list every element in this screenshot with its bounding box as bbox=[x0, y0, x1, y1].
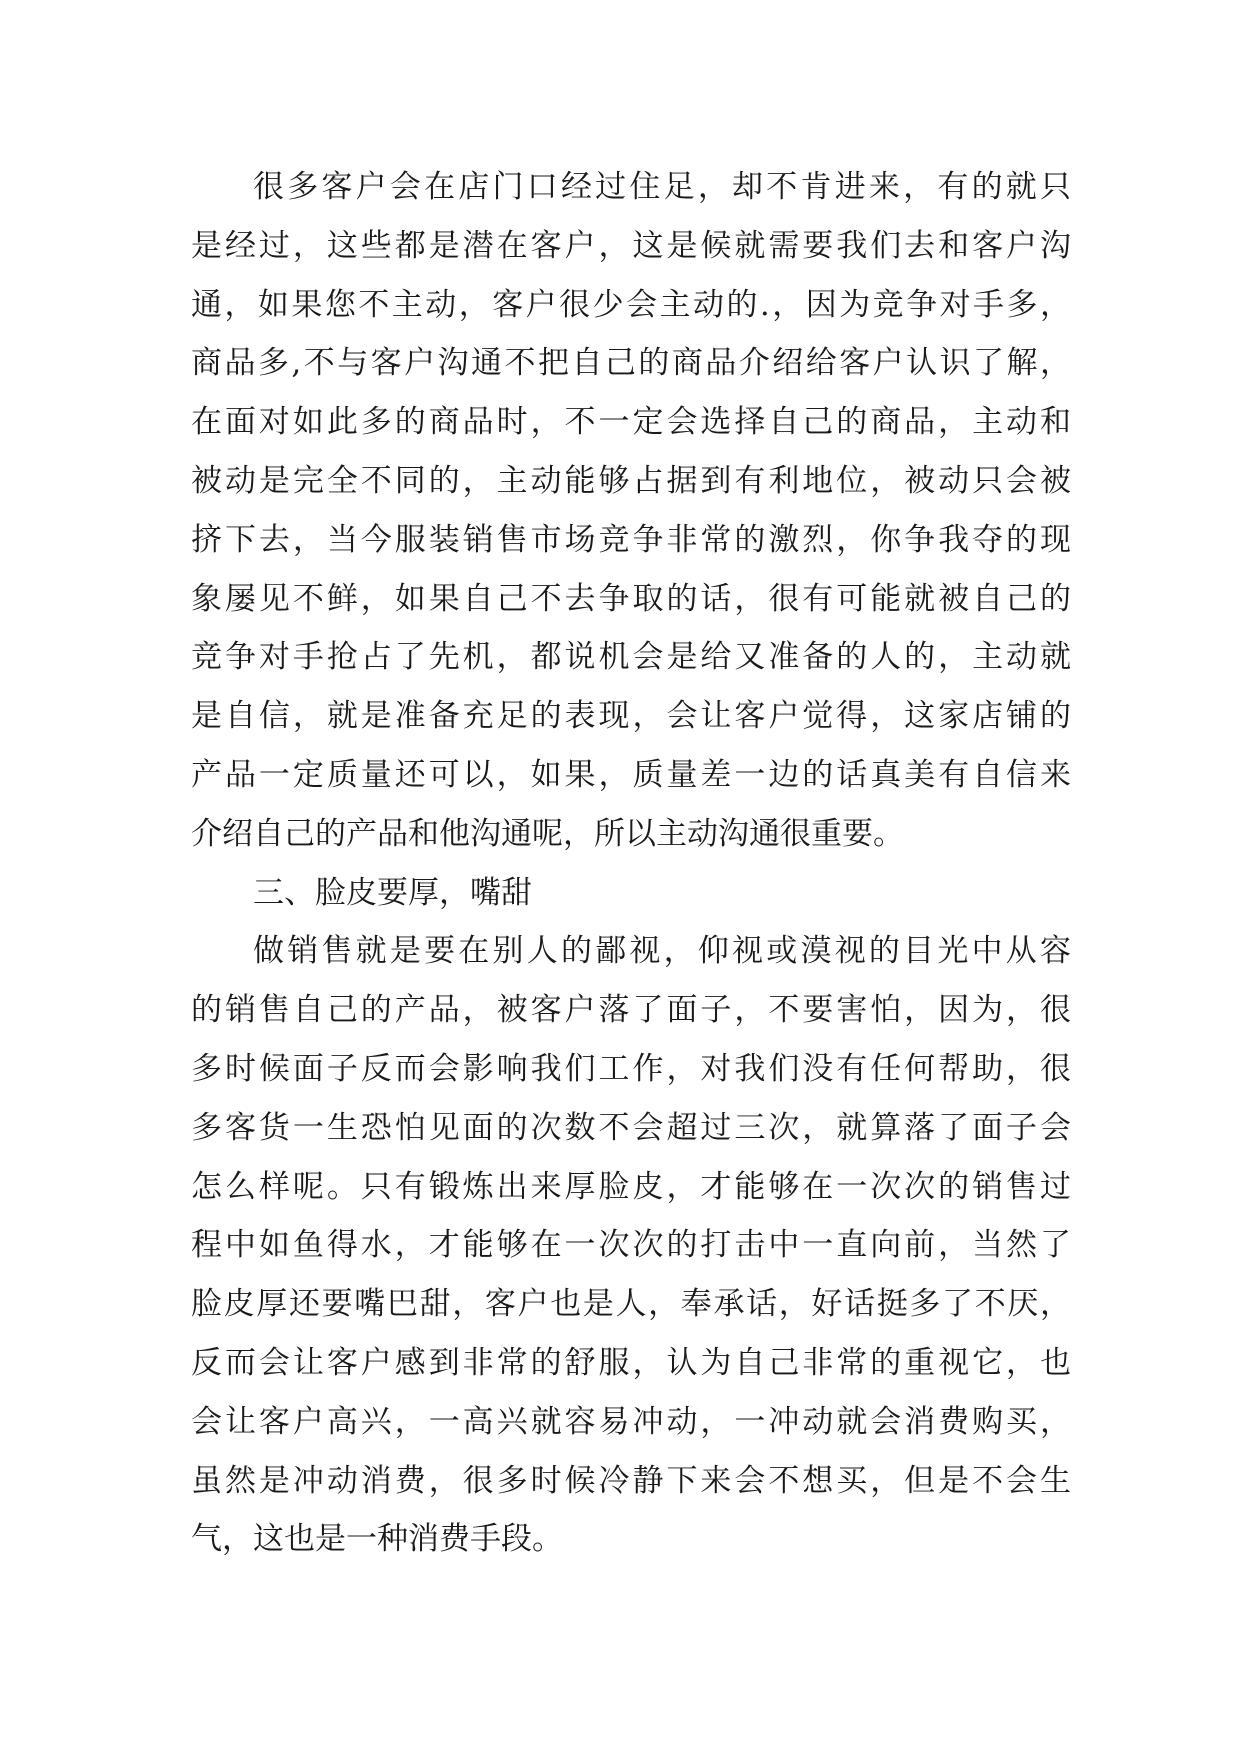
text-line: 竞争对手抢占了先机，都说机会是给又准备的人的，主动就 bbox=[191, 639, 1071, 676]
text-line: 挤下去，当今服装销售市场竞争非常的激烈，你争我夺的现 bbox=[191, 521, 1071, 558]
text-line: 反而会让客户感到非常的舒服，认为自己非常的重视它，也 bbox=[191, 1344, 1071, 1381]
text-line: 是经过，这些都是潜在客户，这是候就需要我们去和客户沟 bbox=[191, 227, 1071, 264]
text-line: 介绍自己的产品和他沟通呢，所以主动沟通很重要。 bbox=[191, 815, 904, 852]
text-line: 产品一定质量还可以，如果，质量差一边的话真美有自信来 bbox=[191, 756, 1071, 793]
text-line: 被动是完全不同的，主动能够占据到有利地位，被动只会被 bbox=[191, 462, 1071, 499]
section-heading-3 bbox=[191, 864, 1071, 923]
text-line: 程中如鱼得水，才能够在一次次的打击中一直向前，当然了 bbox=[191, 1227, 1071, 1264]
text-line: 会让客户高兴，一高兴就容易冲动，一冲动就会消费购买， bbox=[191, 1403, 1071, 1440]
text-line: 虽然是冲动消费，很多时候冷静下来会不想买，但是不会生 bbox=[191, 1462, 1071, 1499]
text-line: 多客货一生恐怕见面的次数不会超过三次，就算落了面子会 bbox=[191, 1109, 1071, 1146]
text-line: 很多客户会在店门口经过住足，却不肯进来，有的就只 bbox=[253, 169, 1071, 205]
paragraph-1 bbox=[191, 158, 1071, 864]
text-line: 多时候面子反而会影响我们工作，对我们没有任何帮助，很 bbox=[191, 1050, 1071, 1087]
paragraph-2 bbox=[191, 922, 1071, 1569]
text-line: 怎么样呢。只有锻炼出来厚脸皮，才能够在一次次的销售过 bbox=[191, 1168, 1071, 1205]
text-line: 商品多,不与客户沟通不把自己的商品介绍给客户认识了解， bbox=[191, 345, 1071, 382]
text-line: 在面对如此多的商品时，不一定会选择自己的商品，主动和 bbox=[191, 404, 1071, 441]
text-line: 脸皮厚还要嘴巴甜，客户也是人，奉承话，好话挺多了不厌， bbox=[191, 1286, 1071, 1323]
heading-text: 三、脸皮要厚，嘴甜 bbox=[253, 874, 532, 911]
text-line: 是自信，就是准备充足的表现，会让客户觉得，这家店铺的 bbox=[191, 698, 1071, 735]
text-line: 的销售自己的产品，被客户落了面子，不要害怕，因为，很 bbox=[191, 992, 1071, 1029]
text-line: 气，这也是一种消费手段。 bbox=[191, 1521, 563, 1558]
text-line: 象屡见不鲜，如果自己不去争取的话，很有可能就被自己的 bbox=[191, 580, 1071, 617]
text-line: 做销售就是要在别人的鄙视，仰视或漠视的目光中从容 bbox=[253, 933, 1071, 970]
text-line: 通，如果您不主动，客户很少会主动的.，因为竞争对手多， bbox=[191, 286, 1071, 323]
document-body bbox=[191, 158, 1071, 1569]
